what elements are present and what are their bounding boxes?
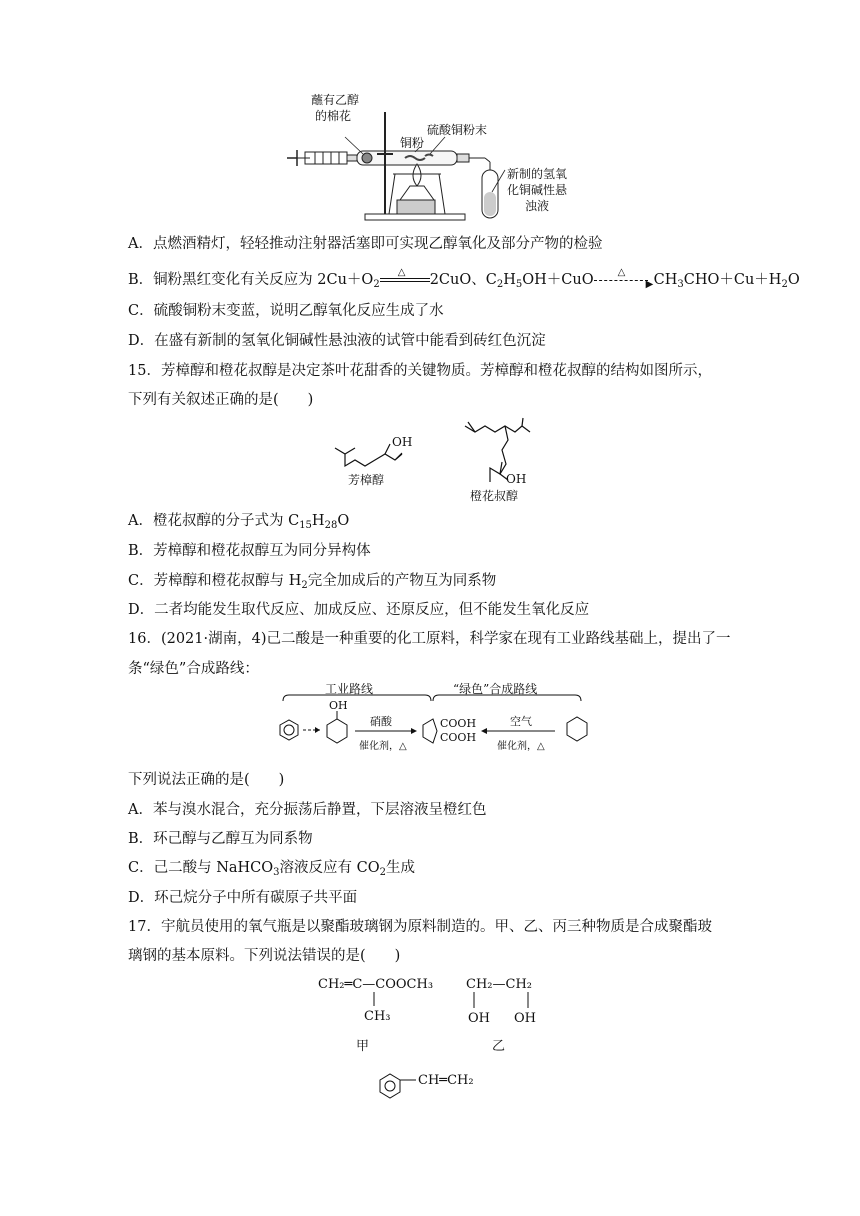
svg-text:OH: OH — [506, 472, 527, 486]
svg-text:空气: 空气 — [510, 715, 532, 728]
q16-option-d: D．环己烷分子中所有碳原子共平面 — [128, 890, 358, 906]
svg-text:催化剂，△: 催化剂，△ — [497, 741, 545, 752]
compound-jia-formula: CH₂═C—COOCH₃ — [318, 977, 434, 992]
label-cotton-2: 的棉花 — [315, 109, 352, 123]
route-industrial-label: 工业路线 — [325, 682, 374, 696]
q15-option-a: A．橙花叔醇的分子式为 $C_{15}H_{28}O$ — [128, 513, 350, 531]
q16-stem-1: 16．(2021·湖南，4)己二酸是一种重要的化工原料，科学家在现有工业路线基础上，提出了一 — [128, 631, 731, 647]
q16-ask: 下列说法正确的是( ) — [128, 772, 285, 788]
q15-structures — [330, 418, 540, 508]
q15-stem-2: 下列有关叙述正确的是( ) — [128, 392, 314, 408]
label-jia: 甲 — [356, 1039, 370, 1054]
svg-text:催化剂，△: 催化剂，△ — [359, 741, 407, 752]
label-cuso4: 硫酸铜粉末 — [427, 123, 488, 137]
compound-yi-oh-1: OH — [468, 1011, 490, 1026]
label-cuoh2-3: 浊液 — [525, 199, 550, 213]
compound-yi-formula: CH₂—CH₂ — [466, 977, 532, 992]
compound-jia-sub: CH₃ — [364, 1009, 391, 1024]
label-cotton-1: 蘸有乙醇 — [311, 93, 360, 107]
q17-stem-1: 17．宇航员使用的氧气瓶是以聚酯玻璃钢为原料制造的。甲、乙、丙三种物质是合成聚酯玻 — [128, 919, 712, 935]
svg-text:OH: OH — [329, 699, 348, 712]
label-cuoh2-1: 新制的氢氧 — [507, 167, 568, 181]
label-yi: 乙 — [492, 1039, 506, 1054]
cooh-1: COOH — [440, 717, 477, 730]
q16-stem-2: 条“绿色”合成路线： — [128, 661, 259, 677]
q14-option-b: B．铜粉黑红变化有关反应为 $2Cu+O_2$ △ 2CuO、$C_2H_5OH+CuO$ △ ▶ $CH_3CHO+Cu+H_2O$ — [128, 267, 800, 290]
q15-option-d: D．二者均能发生取代反应、加成反应、还原反应，但不能发生氧化反应 — [128, 602, 590, 618]
q17-structures — [318, 972, 558, 1112]
label-linalool: 芳樟醇 — [348, 473, 385, 487]
label-copper: 铜粉 — [400, 136, 425, 150]
label-cuoh2-2: 化铜碱性悬 — [507, 183, 568, 197]
route-green-label: “绿色”合成路线 — [453, 682, 538, 696]
svg-text:硝酸: 硝酸 — [370, 715, 392, 728]
q14-option-d: D．在盛有新制的氢氧化铜碱性悬浊液的试管中能看到砖红色沉淀 — [128, 333, 546, 349]
q15-option-b: B．芳樟醇和橙花叔醇互为同分异构体 — [128, 543, 371, 559]
apparatus-figure — [285, 92, 605, 227]
q16-option-b: B．环己醇与乙醇互为同系物 — [128, 831, 313, 847]
q16-option-c: C．己二酸与 NaHCO$_3$溶液反应有 $CO_2$生成 — [128, 860, 416, 878]
svg-text:OH: OH — [392, 435, 413, 449]
q14-option-a: A．点燃酒精灯，轻轻推动注射器活塞即可实现乙醇氧化及部分产物的检验 — [128, 236, 603, 252]
q15-option-c: C．芳樟醇和橙花叔醇与 $H_2$完全加成后的产物互为同系物 — [128, 573, 497, 591]
q16-option-a: A．苯与溴水混合，充分振荡后静置，下层溶液呈橙红色 — [128, 802, 487, 818]
compound-yi-oh-2: OH — [514, 1011, 536, 1026]
q17-stem-2: 璃钢的基本原料。下列说法错误的是( ) — [128, 948, 401, 964]
compound-bing-formula: CH═CH₂ — [418, 1073, 474, 1088]
q15-stem-1: 15．芳樟醇和橙花叔醇是决定茶叶花甜香的关键物质。芳樟醇和橙花叔醇的结构如图所示， — [128, 363, 712, 379]
label-nerolidol: 橙花叔醇 — [470, 489, 519, 503]
q16-route-diagram — [265, 683, 605, 763]
cooh-2: COOH — [440, 731, 477, 744]
q14-option-c: C．硫酸铜粉末变蓝，说明乙醇氧化反应生成了水 — [128, 303, 444, 319]
